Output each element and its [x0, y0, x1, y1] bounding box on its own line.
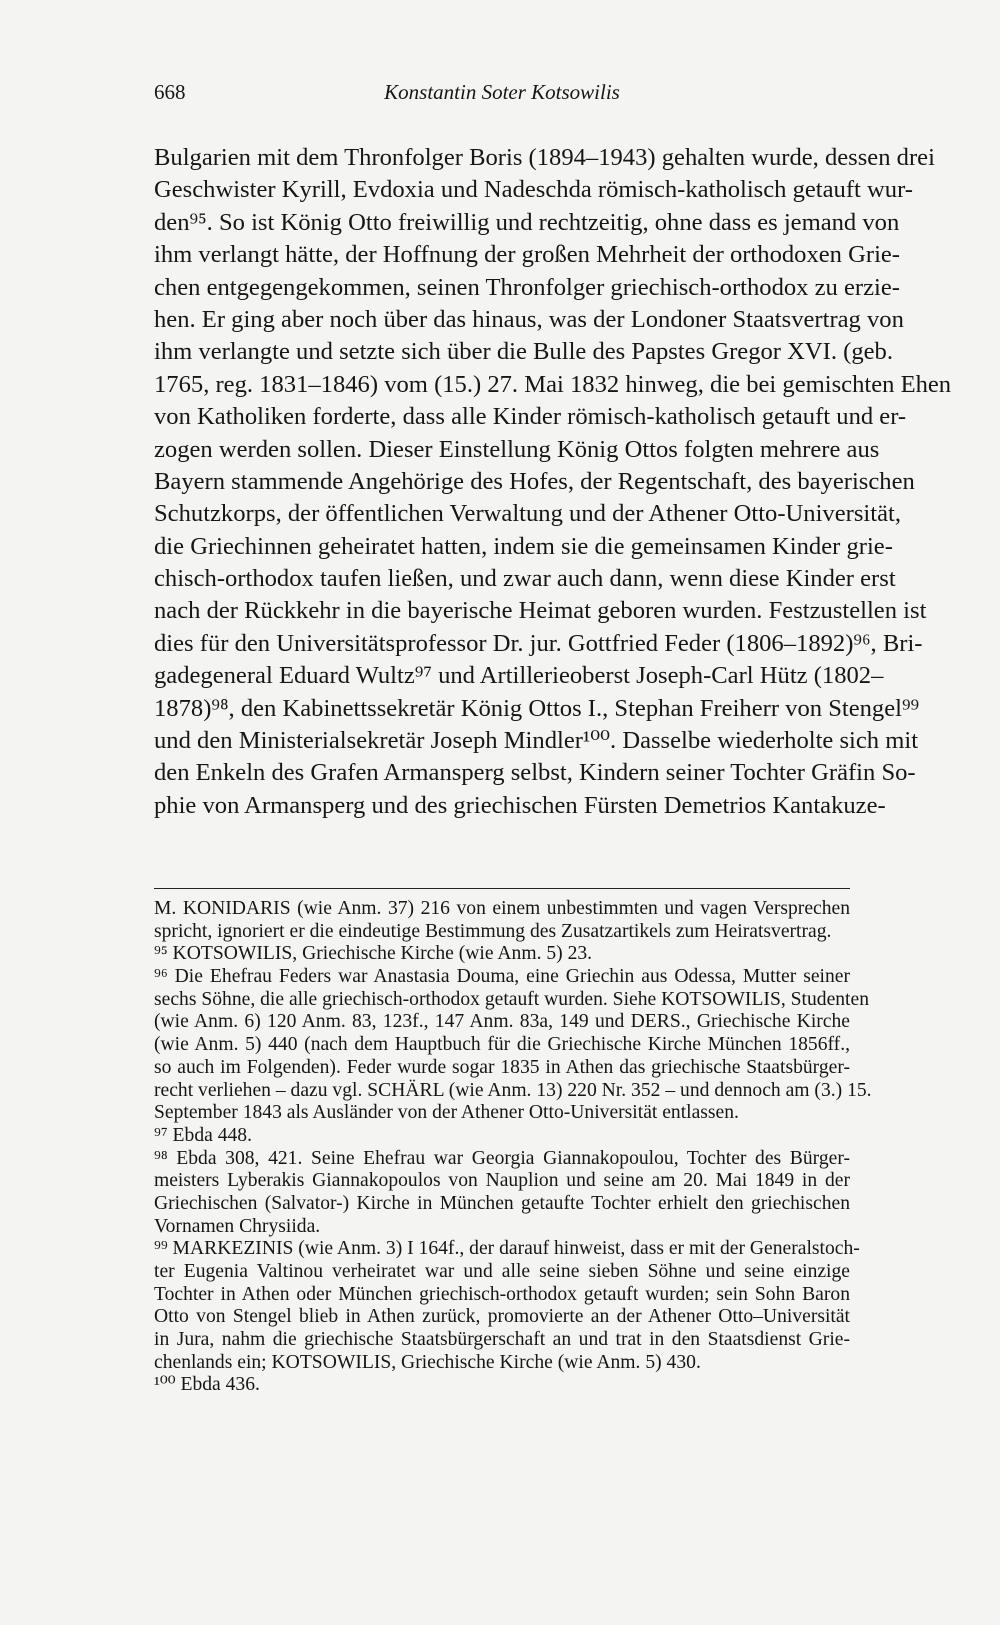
footnote-line: (wie Anm. 5) 440 (nach dem Hauptbuch für die Griechische Kirche München 1856ff.,: [154, 1034, 850, 1056]
body-line: den Enkeln des Grafen Armansperg selbst, Kindern seiner Tochter Gräfin So-: [154, 759, 916, 787]
body-line: gadegeneral Eduard Wultz⁹⁷ und Artillerieoberst Joseph-Carl Hütz (1802–: [154, 662, 884, 690]
page-number: 668: [154, 80, 186, 104]
footnote-line: ⁹⁶ Die Ehefrau Feders war Anastasia Douma, eine Griechin aus Odessa, Mutter seiner: [154, 966, 850, 988]
footnote-line: chenlands ein; KOTSOWILIS, Griechische Kirche (wie Anm. 5) 430.: [154, 1351, 701, 1373]
footnote-line: (wie Anm. 6) 120 Anm. 83, 123f., 147 Anm. 83a, 149 und DERS., Griechische Kirche: [154, 1011, 850, 1033]
body-line: chisch-orthodox taufen ließen, und zwar auch dann, wenn diese Kinder erst: [154, 565, 896, 593]
body-line: 1878)⁹⁸, den Kabinettssekretär König Ottos I., Stephan Freiherr von Stengel⁹⁹: [154, 694, 920, 722]
footnote-line: sechs Söhne, die alle griechisch-orthodox getauft wurden. Siehe KOTSOWILIS, Studenten: [154, 988, 869, 1010]
footnote-line: Vornamen Chrysiida.: [154, 1215, 321, 1237]
footnote-line: ⁹⁹ MARKEZINIS (wie Anm. 3) I 164f., der darauf hinweist, dass er mit der Generalstoch-: [154, 1238, 860, 1260]
footnotes: [154, 898, 872, 1397]
body-line: dies für den Universitätsprofessor Dr. jur. Gottfried Feder (1806–1892)⁹⁶, Bri-: [154, 629, 923, 657]
footnote-line: ¹⁰⁰ Ebda 436.: [154, 1374, 260, 1396]
body-line: den⁹⁵. So ist König Otto freiwillig und rechtzeitig, ohne dass es jemand von: [154, 208, 900, 236]
running-head: Konstantin Soter Kotsowilis: [384, 80, 620, 104]
body-line: zogen werden sollen. Dieser Einstellung König Ottos folgten mehrere aus: [154, 435, 880, 463]
footnote-line: ter Eugenia Valtinou verheiratet war und alle seine sieben Söhne und seine einzige: [154, 1261, 850, 1282]
body-line: ihm verlangt hätte, der Hoffnung der großen Mehrheit der orthodoxen Grie-: [154, 241, 901, 269]
body-line: phie von Armansperg und des griechischen Fürsten Demetrios Kantakuze-: [154, 791, 886, 819]
footnote-line: Griechischen (Salvator-) Kirche in München getaufte Tochter erhielt den griechischen: [154, 1192, 850, 1214]
footnote-line: Otto von Stengel blieb in Athen zurück, promovierte an der Athener Otto–Universität: [154, 1306, 850, 1328]
body-line: hen. Er ging aber noch über das hinaus, was der Londoner Staatsvertrag von: [154, 305, 904, 333]
footnote-separator: [154, 888, 850, 889]
page-header: [154, 80, 850, 110]
body-line: nach der Rückkehr in die bayerische Heimat geboren wurden. Festzustellen ist: [154, 597, 927, 625]
body-text: [154, 142, 952, 822]
body-line: Bayern stammende Angehörige des Hofes, der Regentschaft, des bayerischen: [154, 467, 915, 495]
body-line: 1765, reg. 1831–1846) vom (15.) 27. Mai 1832 hinweg, die bei gemischten Ehen: [154, 370, 952, 398]
footnote-line: ⁹⁸ Ebda 308, 421. Seine Ehefrau war Georgia Giannakopoulou, Tochter des Bürger-: [154, 1147, 850, 1169]
footnote-line: spricht, ignoriert er die eindeutige Bestimmung des Zusatzartikels zum Heiratsvertrag.: [154, 920, 832, 942]
body-line: Bulgarien mit dem Thronfolger Boris (1894–1943) gehalten wurde, dessen drei: [154, 144, 935, 171]
footnote-line: September 1843 als Ausländer von der Athener Otto-Universität entlassen.: [154, 1102, 739, 1124]
body-line: und den Ministerialsekretär Joseph Mindler¹⁰⁰. Dasselbe wiederholte sich mit: [154, 727, 919, 755]
body-line: ihm verlangte und setzte sich über die Bulle des Papstes Gregor XVI. (geb.: [154, 338, 893, 366]
body-line: chen entgegengekommen, seinen Thronfolger griechisch-orthodox zu erzie-: [154, 273, 900, 301]
body-line: Schutzkorps, der öffentlichen Verwaltung und der Athener Otto-Universität,: [154, 500, 901, 528]
body-line: von Katholiken forderte, dass alle Kinder römisch-katholisch getauft und er-: [154, 403, 907, 431]
footnote-line: meisters Lyberakis Giannakopoulos von Nauplion und seine am 20. Mai 1849 in der: [154, 1170, 850, 1192]
footnote-line: ⁹⁷ Ebda 448.: [154, 1124, 253, 1146]
footnote-line: Tochter in Athen oder München griechisch-orthodox getauft wurden; sein Sohn Baron: [154, 1283, 850, 1305]
footnote-line: recht verliehen – dazu vgl. SCHÄRL (wie Anm. 13) 220 Nr. 352 – und dennoch am (3.) 15.: [154, 1079, 872, 1101]
footnote-line: in Jura, nahm die griechische Staatsbürgerschaft an und trat in den Staatsdienst Grie-: [154, 1329, 850, 1351]
body-line: die Griechinnen geheiratet hatten, indem sie die gemeinsamen Kinder grie-: [154, 532, 893, 560]
body-line: Geschwister Kyrill, Evdoxia und Nadeschda römisch-katholisch getauft wur-: [154, 176, 913, 204]
footnote-line: so auch im Folgenden). Feder wurde sogar 1835 in Athen das griechische Staatsbürger-: [154, 1056, 850, 1078]
footnote-line: M. KONIDARIS (wie Anm. 37) 216 von einem unbestimmten und vagen Versprechen: [154, 898, 850, 919]
footnote-line: ⁹⁵ KOTSOWILIS, Griechische Kirche (wie Anm. 5) 23.: [154, 943, 593, 965]
